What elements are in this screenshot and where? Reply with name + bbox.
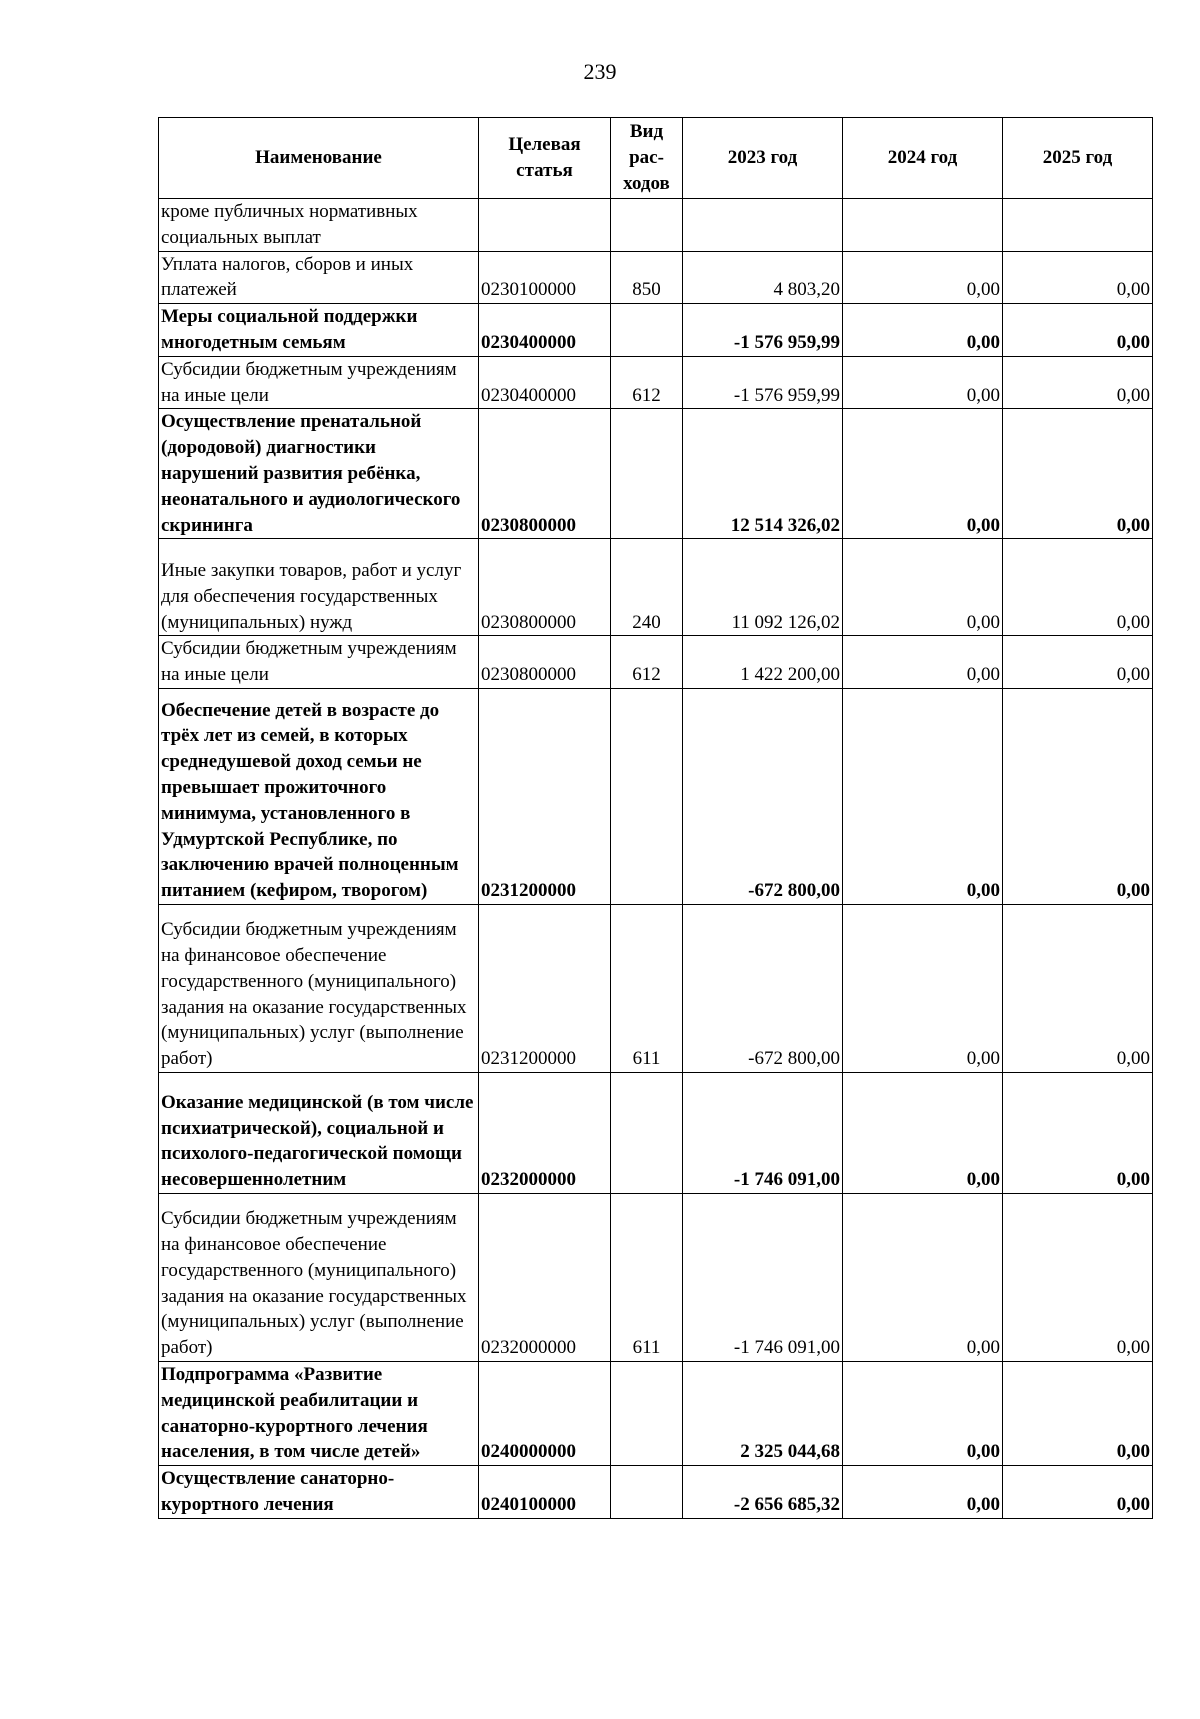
cell-2023: 2 325 044,68 bbox=[683, 1361, 843, 1465]
table-row bbox=[159, 904, 1153, 1072]
cell-target-article: 0230400000 bbox=[479, 356, 611, 409]
cell-name: Субсидии бюджетным учреждениям на иные цели bbox=[159, 356, 479, 409]
header-2024: 2024 год bbox=[843, 118, 1003, 199]
cell-target-article bbox=[479, 199, 611, 252]
cell-2025: 0,00 bbox=[1003, 251, 1153, 304]
cell-2025 bbox=[1003, 199, 1153, 252]
cell-2023: -672 800,00 bbox=[683, 688, 843, 904]
table-row bbox=[159, 1193, 1153, 1361]
cell-expense-type: 612 bbox=[611, 636, 683, 689]
cell-2023: 11 092 126,02 bbox=[683, 539, 843, 636]
cell-name: кроме публичных нормативных социальных выплат bbox=[159, 199, 479, 252]
cell-expense-type: 850 bbox=[611, 251, 683, 304]
cell-2023: -1 576 959,99 bbox=[683, 356, 843, 409]
cell-expense-type: 612 bbox=[611, 356, 683, 409]
header-kind: Вид рас-ходов bbox=[611, 118, 683, 199]
cell-target-article: 0232000000 bbox=[479, 1193, 611, 1361]
table-row bbox=[159, 251, 1153, 304]
table-row bbox=[159, 199, 1153, 252]
cell-target-article: 0240100000 bbox=[479, 1466, 611, 1519]
cell-2025: 0,00 bbox=[1003, 688, 1153, 904]
cell-expense-type bbox=[611, 1466, 683, 1519]
cell-name: Подпрограмма «Развитие медицинской реабилитации и санаторно-курортного лечения населения, в том числе детей» bbox=[159, 1361, 479, 1465]
cell-2025: 0,00 bbox=[1003, 304, 1153, 357]
cell-2025: 0,00 bbox=[1003, 1193, 1153, 1361]
table-row bbox=[159, 304, 1153, 357]
budget-table bbox=[158, 117, 1153, 1519]
cell-target-article: 0231200000 bbox=[479, 904, 611, 1072]
page-number: 239 bbox=[583, 59, 617, 84]
cell-2023 bbox=[683, 199, 843, 252]
cell-expense-type: 611 bbox=[611, 904, 683, 1072]
cell-2024: 0,00 bbox=[843, 1466, 1003, 1519]
cell-2023: 1 422 200,00 bbox=[683, 636, 843, 689]
cell-2024: 0,00 bbox=[843, 636, 1003, 689]
cell-2025: 0,00 bbox=[1003, 1072, 1153, 1193]
header-2023: 2023 год bbox=[683, 118, 843, 199]
cell-2024: 0,00 bbox=[843, 539, 1003, 636]
cell-2024: 0,00 bbox=[843, 356, 1003, 409]
cell-expense-type bbox=[611, 409, 683, 539]
cell-2023: 4 803,20 bbox=[683, 251, 843, 304]
cell-2024: 0,00 bbox=[843, 1193, 1003, 1361]
cell-name: Субсидии бюджетным учреждениям на финансовое обеспечение государственного (муниципального) задания на оказание государственных (муниципальных) услуг (выполнение работ) bbox=[159, 1193, 479, 1361]
cell-2024: 0,00 bbox=[843, 251, 1003, 304]
table-row bbox=[159, 539, 1153, 636]
cell-2024: 0,00 bbox=[843, 1072, 1003, 1193]
table-row bbox=[159, 1361, 1153, 1465]
cell-expense-type bbox=[611, 688, 683, 904]
cell-2024: 0,00 bbox=[843, 1361, 1003, 1465]
cell-name: Уплата налогов, сборов и иных платежей bbox=[159, 251, 479, 304]
table-row bbox=[159, 409, 1153, 539]
cell-2024: 0,00 bbox=[843, 904, 1003, 1072]
cell-name: Меры социальной поддержки многодетным семьям bbox=[159, 304, 479, 357]
cell-expense-type bbox=[611, 1361, 683, 1465]
cell-2023: 12 514 326,02 bbox=[683, 409, 843, 539]
cell-expense-type: 611 bbox=[611, 1193, 683, 1361]
cell-2025: 0,00 bbox=[1003, 409, 1153, 539]
cell-expense-type bbox=[611, 304, 683, 357]
cell-2025: 0,00 bbox=[1003, 1361, 1153, 1465]
cell-expense-type bbox=[611, 199, 683, 252]
cell-name: Осуществление пренатальной (дородовой) диагностики нарушений развития ребёнка, неонатального и аудиологического скрининга bbox=[159, 409, 479, 539]
cell-2024: 0,00 bbox=[843, 688, 1003, 904]
table-row bbox=[159, 636, 1153, 689]
cell-2025: 0,00 bbox=[1003, 1466, 1153, 1519]
table-body bbox=[159, 199, 1153, 1519]
cell-target-article: 0230800000 bbox=[479, 539, 611, 636]
header-name: Наименование bbox=[159, 118, 479, 199]
table-header-row bbox=[159, 118, 1153, 199]
table-row bbox=[159, 1072, 1153, 1193]
cell-name: Осуществление санаторно-курортного лечения bbox=[159, 1466, 479, 1519]
cell-name: Оказание медицинской (в том числе психиатрической), социальной и психолого-педагогической помощи несовершеннолетним bbox=[159, 1072, 479, 1193]
cell-2023: -1 746 091,00 bbox=[683, 1072, 843, 1193]
cell-target-article: 0232000000 bbox=[479, 1072, 611, 1193]
cell-2023: -1 746 091,00 bbox=[683, 1193, 843, 1361]
cell-2025: 0,00 bbox=[1003, 356, 1153, 409]
cell-2025: 0,00 bbox=[1003, 636, 1153, 689]
cell-2024: 0,00 bbox=[843, 304, 1003, 357]
cell-2024 bbox=[843, 199, 1003, 252]
cell-name: Субсидии бюджетным учреждениям на финансовое обеспечение государственного (муниципального) задания на оказание государственных (муниципальных) услуг (выполнение работ) bbox=[159, 904, 479, 1072]
table-row bbox=[159, 688, 1153, 904]
cell-target-article: 0230800000 bbox=[479, 409, 611, 539]
cell-2024: 0,00 bbox=[843, 409, 1003, 539]
cell-target-article: 0230100000 bbox=[479, 251, 611, 304]
table-row bbox=[159, 356, 1153, 409]
cell-expense-type bbox=[611, 1072, 683, 1193]
header-code: Целевая статья bbox=[479, 118, 611, 199]
cell-2023: -672 800,00 bbox=[683, 904, 843, 1072]
cell-name: Обеспечение детей в возрасте до трёх лет из семей, в которых среднедушевой доход семьи не превышает прожиточного минимума, установленного в Удмуртской Республике, по заключению врачей полноценным питанием (кефиром, творогом) bbox=[159, 688, 479, 904]
cell-2025: 0,00 bbox=[1003, 539, 1153, 636]
header-2025: 2025 год bbox=[1003, 118, 1153, 199]
cell-expense-type: 240 bbox=[611, 539, 683, 636]
cell-2023: -1 576 959,99 bbox=[683, 304, 843, 357]
cell-name: Иные закупки товаров, работ и услуг для обеспечения государственных (муниципальных) нужд bbox=[159, 539, 479, 636]
cell-target-article: 0240000000 bbox=[479, 1361, 611, 1465]
table-row bbox=[159, 1466, 1153, 1519]
cell-target-article: 0230800000 bbox=[479, 636, 611, 689]
cell-target-article: 0230400000 bbox=[479, 304, 611, 357]
cell-target-article: 0231200000 bbox=[479, 688, 611, 904]
cell-2025: 0,00 bbox=[1003, 904, 1153, 1072]
cell-2023: -2 656 685,32 bbox=[683, 1466, 843, 1519]
cell-name: Субсидии бюджетным учреждениям на иные цели bbox=[159, 636, 479, 689]
